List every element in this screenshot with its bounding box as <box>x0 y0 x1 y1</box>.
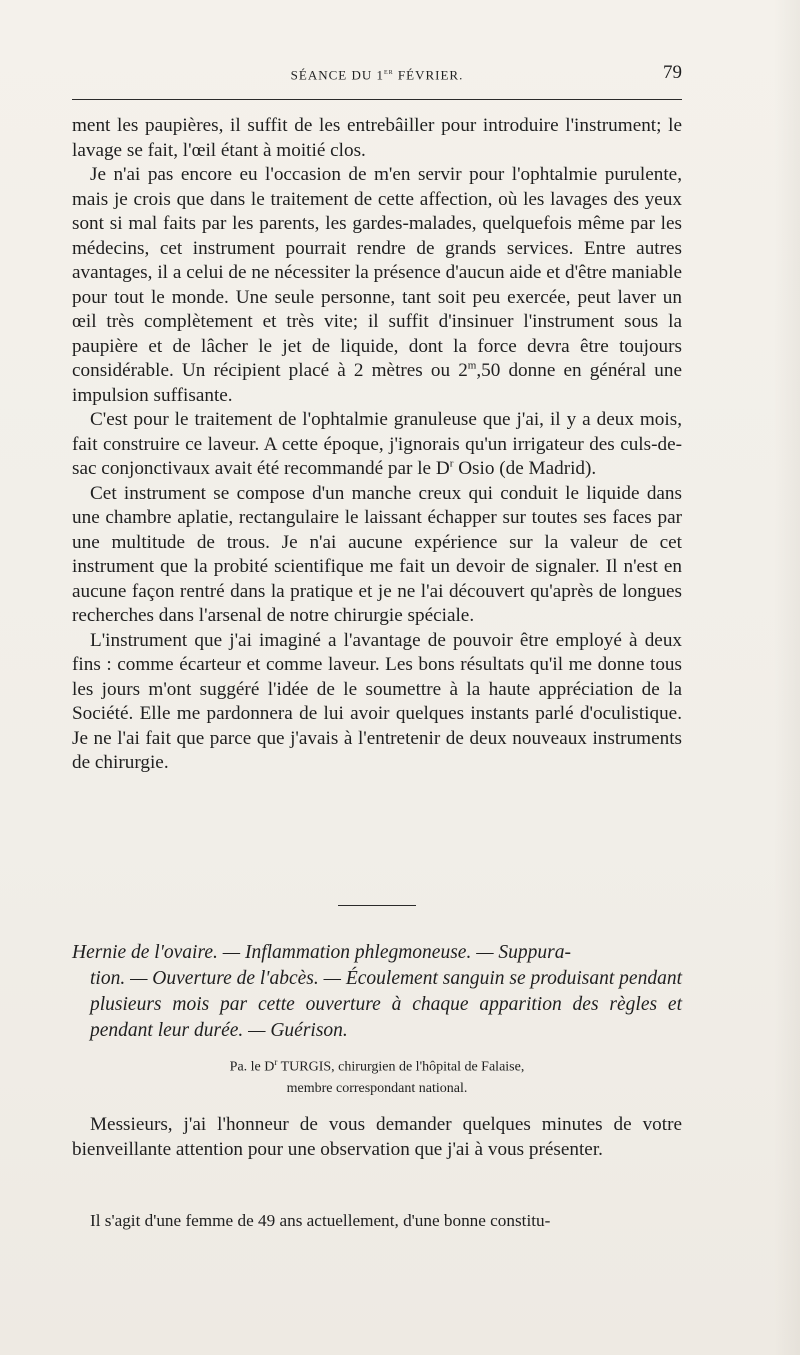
running-title-pre: SÉANCE DU 1 <box>290 67 384 83</box>
intro-text <box>72 1113 682 1162</box>
author-line-2: membre correspondant national. <box>286 1080 468 1096</box>
article-title-rest: tion. — Ouverture de l'abcès. — Écoulement sanguin se produisant pendant plusieurs mois par cette ouverture à chaque apparition des règles et pendant leur durée. — Guérison. <box>90 968 682 1041</box>
paragraph-continuation: ment les paupières, il suffit de les entrebâiller pour introduire l'instrument; le lavage se fait, l'œil étant à moitié clos. <box>72 115 682 161</box>
paragraph-instrument-conclusion: L'instrument que j'ai imaginé a l'avantage de pouvoir être employé à deux fins : comme écarteur et comme laveur. Les bons résultats qu'il me donne tous les jours m'ont suggéré l'idée de le soumettre à la haute appréciation de la Société. Elle me pardonnera de lui avoir quelques instants parlé d'oculistique. Je ne l'ai fait que parce que j'avais à l'entretenir de deux nouveaux instruments de chirurgie. <box>72 629 682 773</box>
page-number: 79 <box>663 62 682 83</box>
paragraph-ophtalmie-purulente <box>72 163 682 408</box>
author-line-1 <box>72 1052 682 1078</box>
paragraph-case-start: Il s'agit d'une femme de 49 ans actuellement, d'une bonne constitu- <box>90 1211 551 1230</box>
superscript: m <box>467 359 477 372</box>
section-separator <box>338 905 416 906</box>
paragraph-instrument-description: Cet instrument se compose d'un manche creux qui conduit le liquide dans une chambre aplatie, rectangulaire le laissant échapper sur toutes ses faces par une multitude de trous. Je n'ai aucune expérience sur la valeur de cet instrument que la probité scientifique me fait un devoir de signaler. Il n'est en aucune façon rentré dans la pratique et je ne l'ai découvert qu'après de longues recherches dans l'arsenal de notre chirurgie spéciale. <box>72 482 682 626</box>
paragraph-text: Osio (de Madrid). <box>453 458 597 479</box>
paragraph-text: Je n'ai pas encore eu l'occasion de m'en servir pour l'ophtalmie purulente, mais je crois que dans le traitement de cette affection, où les lavages des yeux sont si mal faits par les parents, les gardes-malades, quelquefois même par les médecins, cet instrument pourrait rendre de grands services. Entre autres avantages, il a celui de ne nécessiter la présence d'aucun aide et d'être maniable pour tout le monde. Une seule personne, tant soit peu exercée, peut laver un œil très complètement et très vite; il suffit d'insinuer l'instrument sous la paupière et de lâcher le jet de liquide, dont la force devra être toujours considérable. Un récipient placé à 2 mètres ou 2 <box>72 164 682 381</box>
running-title <box>72 66 682 83</box>
author-sup: r <box>274 1057 278 1067</box>
superscript: r <box>449 457 454 470</box>
article-title-first-line: Hernie de l'ovaire. — Inflammation phlegmoneuse. — Suppura- <box>72 942 572 963</box>
paragraph-text: ,50 donne en général une impulsion suffisante. <box>72 360 682 406</box>
running-head <box>72 62 682 86</box>
paragraph-intro: Messieurs, j'ai l'honneur de vous demander quelques minutes de votre bienveillante attention pour une observation que j'ai à vous présenter. <box>72 1114 682 1160</box>
running-title-post: FÉVRIER. <box>393 67 464 83</box>
running-title-sup: er <box>384 66 394 76</box>
paragraph-text: C'est pour le traitement de l'ophtalmie granuleuse que j'ai, il y a deux mois, fait construire ce laveur. A cette époque, j'ignorais qu'un irrigateur des culs-de-sac conjonctivaux avait été recommandé par le D <box>72 409 682 479</box>
page-edge-shadow <box>774 0 800 1355</box>
article-title <box>72 940 682 1044</box>
paragraph-ophtalmie-granuleuse <box>72 408 682 482</box>
body-text <box>72 114 682 776</box>
author-name: TURGIS, chirurgien de l'hôpital de Falaise, <box>277 1059 525 1075</box>
header-rule <box>72 99 682 100</box>
author-prefix: Pa. le D <box>229 1059 275 1075</box>
author-credit <box>72 1052 682 1099</box>
